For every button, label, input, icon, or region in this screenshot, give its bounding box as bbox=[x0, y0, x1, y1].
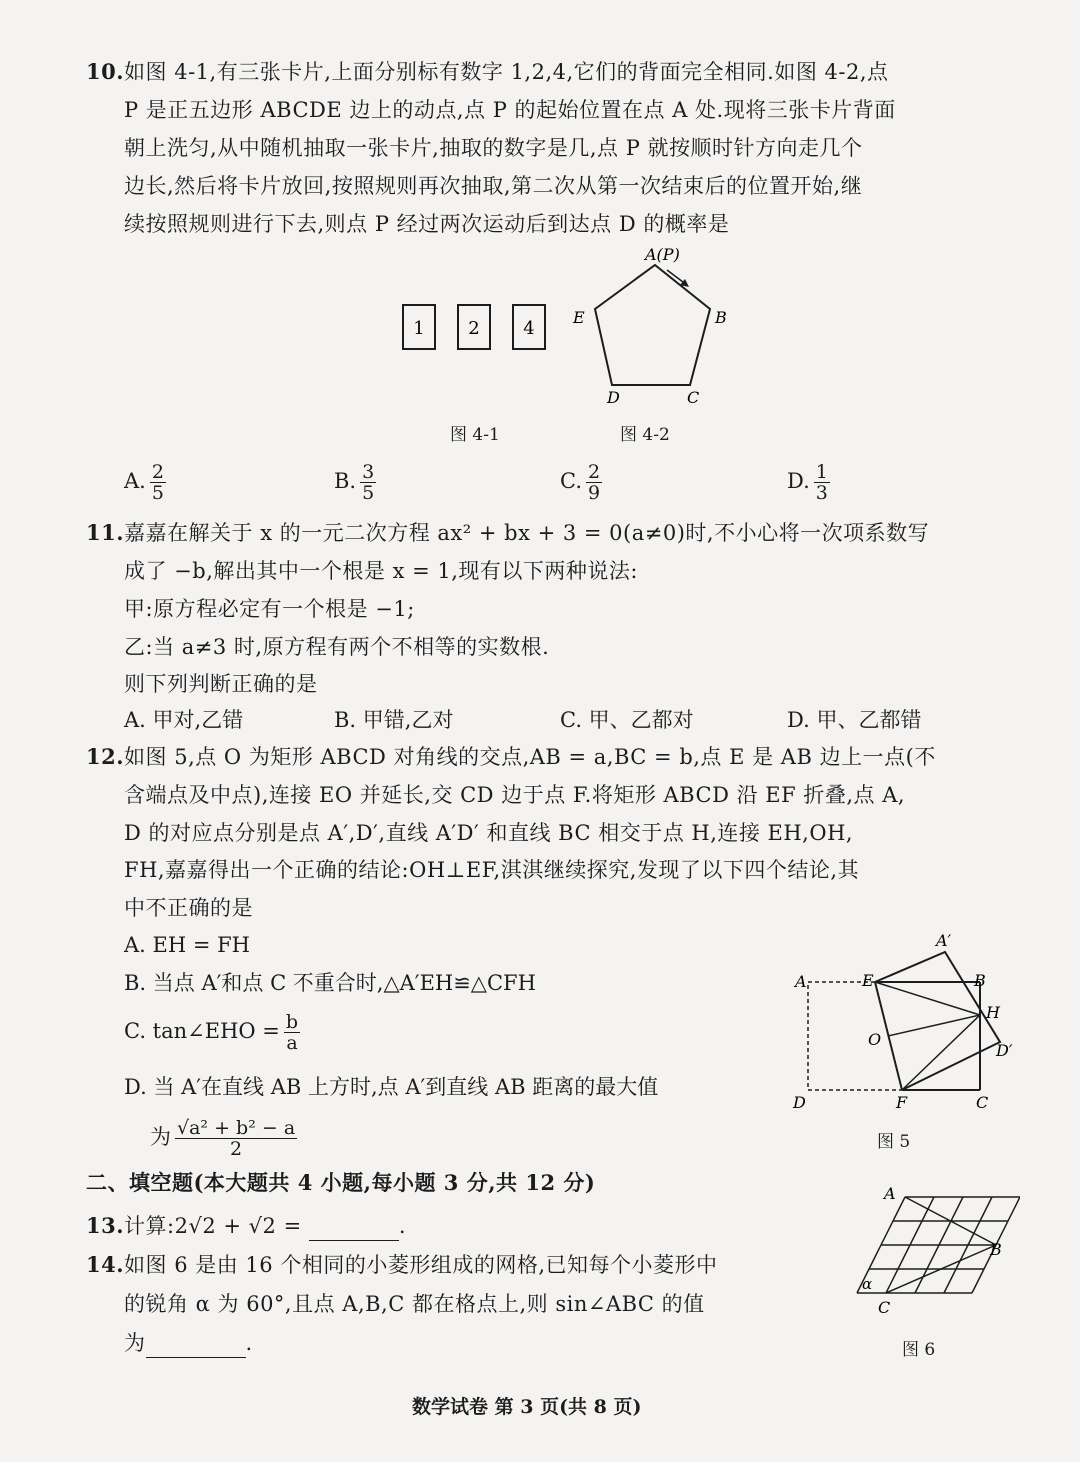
q12-line-2: 含端点及中点),连接 EO 并延长,交 CD 边于点 F.将矩形 ABCD 沿 EF 折叠,点 A, bbox=[124, 783, 906, 807]
q14-line-1: 14.如图 6 是由 16 个相同的小菱形组成的网格,已知每个小菱形中 bbox=[86, 1252, 718, 1277]
q10-line-1: 10.如图 4-1,有三张卡片,上面分别标有数字 1,2,4,它们的背面完全相同.如图 4-2,点 bbox=[86, 59, 889, 84]
q13-answer-blank[interactable] bbox=[309, 1218, 399, 1241]
fig5-label-A: A bbox=[795, 972, 807, 991]
fig5-label-A-prime: A′ bbox=[936, 931, 952, 950]
q12-line-4: FH,嘉嘉得出一个正确的结论:OH⊥EF,淇淇继续探究,发现了以下四个结论,其 bbox=[124, 858, 860, 882]
q12-line-3: D 的对应点分别是点 A′,D′,直线 A′D′ 和直线 BC 相交于点 H,连接 EH,OH, bbox=[124, 821, 854, 845]
q12-option-c: C. tan∠EHO = $\frac{b}{a}$ bbox=[124, 1011, 299, 1054]
q10-option-d: D. $\frac{1}{3}$ bbox=[787, 461, 828, 504]
q12-option-d: D. 当 A′在直线 AB 上方时,点 A′到直线 AB 距离的最大值 bbox=[124, 1075, 659, 1099]
q12-option-a: A. EH = FH bbox=[124, 933, 250, 957]
q10-option-a: A. $\frac{2}{5}$ bbox=[124, 461, 164, 504]
card-4-label: 4 bbox=[523, 318, 535, 339]
q11-option-a: A. 甲对,乙错 bbox=[124, 708, 244, 732]
q11-option-b: B. 甲错,乙对 bbox=[334, 708, 454, 732]
label-C: C bbox=[687, 388, 700, 407]
figure-6 bbox=[840, 1185, 1020, 1320]
label-B: B bbox=[715, 308, 727, 327]
q10-line-4: 边长,然后将卡片放回,按照规则再次抽取,第二次从第一次结束后的位置开始,继 bbox=[124, 174, 863, 198]
rectangle-ABCD-outline bbox=[808, 982, 980, 1090]
fig5-label-E: E bbox=[862, 971, 874, 990]
q11-line-2: 成了 −b,解出其中一个根是 x = 1,现有以下两种说法: bbox=[124, 559, 638, 583]
fig5-label-D-prime: D′ bbox=[996, 1041, 1013, 1060]
q11-line-5: 则下列判断正确的是 bbox=[124, 672, 318, 696]
figure-5 bbox=[790, 930, 1030, 1130]
fig6-label-C: C bbox=[878, 1298, 891, 1317]
segment-EH bbox=[875, 982, 980, 1015]
label-A: A(P) bbox=[645, 245, 680, 264]
fig5-label-H: H bbox=[986, 1003, 1000, 1022]
segment-FH bbox=[902, 1015, 980, 1090]
card-2-label: 2 bbox=[468, 318, 480, 339]
label-D: D bbox=[607, 388, 620, 407]
fig-4-2-caption: 图 4-2 bbox=[620, 425, 670, 445]
q10-number: 10. bbox=[86, 59, 125, 84]
fig5-label-O: O bbox=[868, 1030, 882, 1049]
fig6-label-A: A bbox=[884, 1185, 896, 1203]
q12-option-d-value: 为 $\frac{\text{√a² + b² − a}}{2}$ bbox=[150, 1117, 296, 1160]
q11-option-d: D. 甲、乙都错 bbox=[787, 708, 922, 732]
q10-line-3: 朝上洗匀,从中随机抽取一张卡片,抽取的数字是几,点 P 就按顺时针方向走几个 bbox=[124, 136, 863, 160]
q12-option-b: B. 当点 A′和点 C 不重合时,△A′EH≌△CFH bbox=[124, 971, 536, 995]
fig-4-1-caption: 图 4-1 bbox=[450, 425, 500, 445]
q14-answer-blank[interactable] bbox=[146, 1335, 246, 1358]
q10-line-2: P 是正五边形 ABCDE 边上的动点,点 P 的起始位置在点 A 处.现将三张卡片背面 bbox=[124, 98, 896, 122]
q11-option-c: C. 甲、乙都对 bbox=[560, 708, 694, 732]
q13-line: 13.计算:2√2 + √2 = . bbox=[86, 1211, 406, 1241]
fig-6-caption: 图 6 bbox=[902, 1340, 936, 1360]
q12-line-1: 12.如图 5,点 O 为矩形 ABCD 对角线的交点,AB = a,BC = b,点 E 是 AB 边上一点(不 bbox=[86, 744, 936, 769]
fig5-label-C: C bbox=[976, 1093, 989, 1112]
q14-line-3: 为 . bbox=[124, 1328, 253, 1358]
fig5-label-F: F bbox=[896, 1093, 908, 1112]
q11-line-4: 乙:当 a≠3 时,原方程有两个不相等的实数根. bbox=[124, 635, 550, 659]
fig6-label-alpha: α bbox=[862, 1275, 873, 1293]
label-E: E bbox=[573, 308, 585, 327]
fig5-label-B: B bbox=[974, 971, 986, 990]
q11-line-3: 甲:原方程必定有一个根是 −1; bbox=[124, 597, 415, 621]
q10-option-c: C. $\frac{2}{9}$ bbox=[560, 461, 601, 504]
figure-4 bbox=[395, 245, 755, 415]
fig5-label-D: D bbox=[793, 1093, 806, 1112]
card-1-label: 1 bbox=[413, 318, 425, 339]
section-2-title: 二、填空题(本大题共 4 小题,每小题 3 分,共 12 分) bbox=[86, 1170, 596, 1195]
page-footer: 数学试卷 第 3 页(共 8 页) bbox=[412, 1396, 642, 1418]
fig6-label-B: B bbox=[990, 1240, 1002, 1259]
pentagon bbox=[595, 265, 710, 385]
q11-line-1: 11.嘉嘉在解关于 x 的一元二次方程 ax² + bx + 3 = 0(a≠0)时,不小心将一次项系数写 bbox=[86, 520, 930, 545]
q12-line-5: 中不正确的是 bbox=[124, 896, 253, 920]
q10-line-5: 续按照规则进行下去,则点 P 经过两次运动后到达点 D 的概率是 bbox=[124, 212, 730, 236]
q10-option-b: B. $\frac{3}{5}$ bbox=[334, 461, 375, 504]
fig-5-caption: 图 5 bbox=[877, 1132, 911, 1152]
q14-line-2: 的锐角 α 为 60°,且点 A,B,C 都在格点上,则 sin∠ABC 的值 bbox=[124, 1292, 705, 1316]
segment-OH bbox=[888, 1015, 980, 1036]
